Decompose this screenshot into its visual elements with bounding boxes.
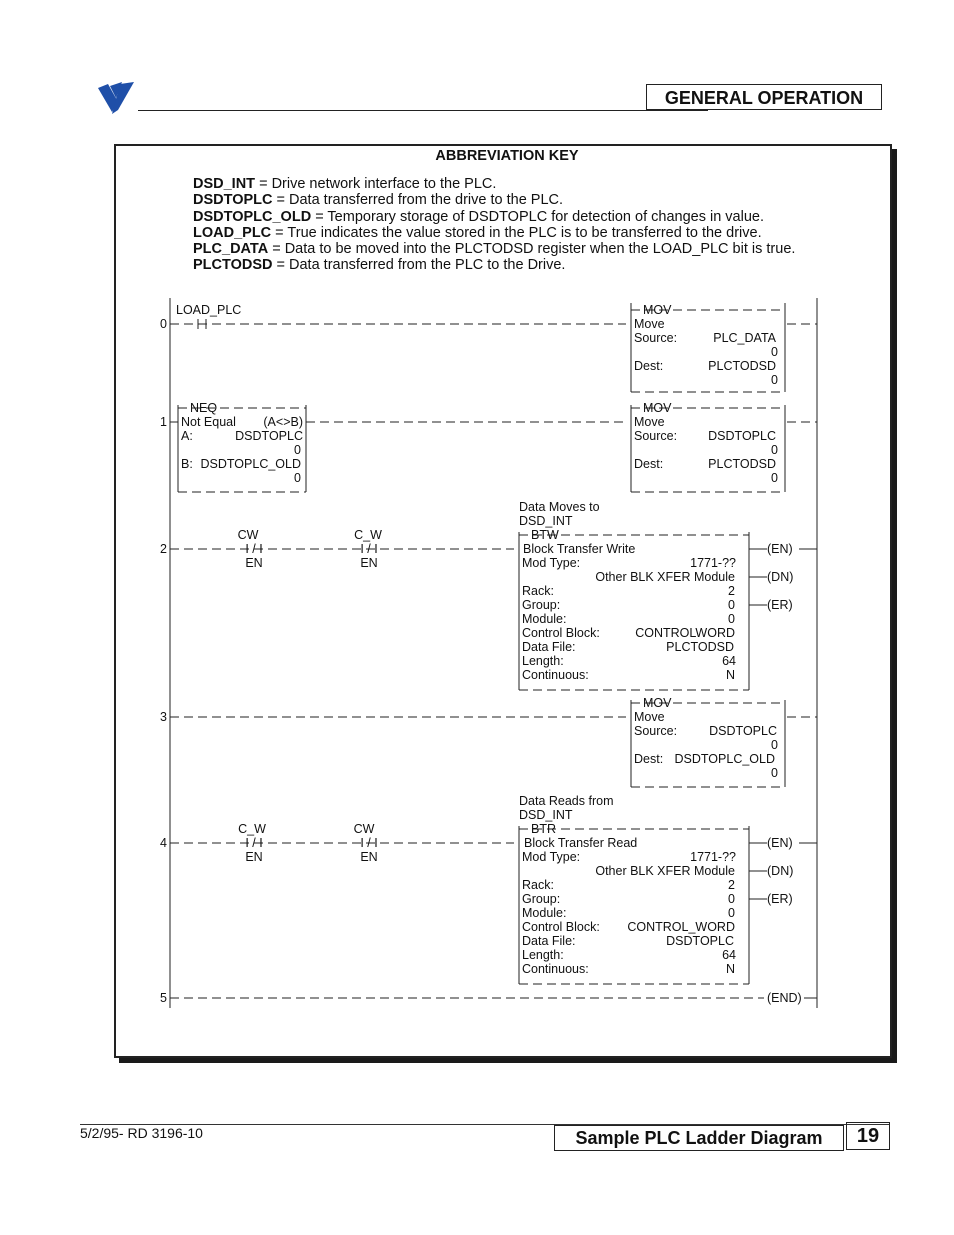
section-title: GENERAL OPERATION [646, 84, 882, 110]
rung-note: Data Reads from [519, 794, 614, 808]
mov-source-value: 0 [771, 738, 778, 752]
mov-dest-label: Dest: [634, 752, 664, 766]
block-field-label: Length: [522, 948, 564, 962]
mov-source-label: Source: [634, 429, 678, 443]
key-entry: LOAD_PLC = True indicates the value stored in the PLC is to be transferred to the drive. [193, 224, 762, 241]
contact-symbol: I / I [360, 542, 378, 556]
block-field-value: N [725, 668, 735, 682]
mov-dest-value: 0 [771, 373, 778, 387]
block-desc: Block Transfer Read [524, 836, 638, 850]
footer-date: 5/2/95- RD 3196-10 [80, 1125, 203, 1141]
rung-number: 0 [160, 317, 167, 331]
mov-title: MOV [643, 401, 672, 415]
contact-label: CW [353, 822, 375, 836]
rung-number: 2 [160, 542, 167, 556]
mov-source-value: 0 [771, 345, 778, 359]
rung-number: 5 [160, 991, 167, 1005]
block-field-value: 1771-?? [690, 556, 736, 570]
block-field-value: CONTROL_WORD [627, 920, 735, 934]
block-field-label: Module: [522, 906, 567, 920]
contact-label: CW [237, 528, 259, 542]
abbreviation-key-title: ABBREVIATION KEY [435, 148, 579, 164]
block-field-label: Mod Type: [522, 556, 581, 570]
block-field-value: 0 [728, 598, 735, 612]
rung-note: Data Moves to [519, 500, 600, 514]
mov-dest: PLCTODSD [708, 359, 776, 373]
contact-symbol: I / I [360, 836, 378, 850]
block-field-label: Group: [522, 892, 561, 906]
contact-label: C_W [238, 822, 266, 836]
block-field-value: CONTROLWORD [635, 626, 735, 640]
block-field-label: Data File: [522, 640, 576, 654]
block-title: BTR [531, 822, 556, 836]
block-field-value: Other BLK XFER Module [595, 570, 735, 584]
rung-number: 3 [160, 710, 167, 724]
block-field-value: 1771-?? [690, 850, 736, 864]
block-field-value: 64 [722, 654, 736, 668]
contact-label: EN [245, 556, 263, 570]
output-coil: (DN) [767, 864, 794, 878]
block-field-value: 64 [722, 948, 736, 962]
mov-source-label: Source: [634, 331, 678, 345]
end-instruction: (END) [767, 991, 802, 1005]
mov-dest: PLCTODSD [708, 457, 776, 471]
key-entry: DSDTOPLC_OLD = Temporary storage of DSDTOPLC for detection of changes in value. [193, 208, 764, 225]
mov-source: PLC_DATA [713, 331, 776, 345]
block-field-value: 0 [728, 892, 735, 906]
mov-source: DSDTOPLC [708, 429, 776, 443]
block-field-label: Module: [522, 612, 567, 626]
mov-dest-label: Dest: [634, 457, 664, 471]
rung-number: 1 [160, 415, 167, 429]
block-field-value: 0 [728, 906, 735, 920]
neq-b-label: B: [181, 457, 193, 471]
mov-dest-value: 0 [771, 766, 778, 780]
block-field-value: N [725, 962, 735, 976]
neq-b-value: 0 [294, 471, 301, 485]
key-entry: PLC_DATA = Data to be moved into the PLCTODSD register when the LOAD_PLC bit is true. [193, 241, 796, 258]
neq-desc: Not Equal [181, 415, 236, 429]
mov-title: MOV [643, 696, 672, 710]
rung-note: DSD_INT [519, 514, 573, 528]
neq-condition: (A<>B) [263, 415, 303, 429]
block-field-value: PLCTODSD [666, 640, 734, 654]
rung-number: 4 [160, 836, 167, 850]
block-field-label: Rack: [522, 584, 554, 598]
block-field-value: 2 [728, 584, 735, 598]
block-field-label: Mod Type: [522, 850, 581, 864]
block-field-label: Control Block: [522, 626, 600, 640]
contact-label: LOAD_PLC [176, 303, 242, 317]
output-coil: (ER) [767, 598, 793, 612]
block-field-label: Length: [522, 654, 564, 668]
footer-title: Sample PLC Ladder Diagram [554, 1125, 844, 1151]
key-entry: DSD_INT = Drive network interface to the PLC. [193, 176, 497, 192]
block-field-label: Data File: [522, 934, 576, 948]
mov-title: MOV [643, 303, 672, 317]
block-field-label: Rack: [522, 878, 554, 892]
mov-source: DSDTOPLC [709, 724, 777, 738]
neq-a-label: A: [181, 429, 193, 443]
mov-desc: Move [634, 710, 665, 724]
block-field-value: 2 [728, 878, 735, 892]
contact-symbol: I / I [245, 542, 263, 556]
block-field-label: Control Block: [522, 920, 600, 934]
block-field-value: DSDTOPLC [666, 934, 734, 948]
contact-symbol: I / I [245, 836, 263, 850]
block-field-value: 0 [728, 612, 735, 626]
contact-label: EN [360, 556, 378, 570]
mov-desc: Move [634, 317, 665, 331]
output-coil: (EN) [767, 542, 793, 556]
output-coil: (EN) [767, 836, 793, 850]
mov-dest-value: 0 [771, 471, 778, 485]
contact-label: EN [245, 850, 263, 864]
contact-label: EN [360, 850, 378, 864]
block-field-label: Continuous: [522, 668, 589, 682]
output-coil: (DN) [767, 570, 794, 584]
contact-label: C_W [354, 528, 382, 542]
page-number: 19 [846, 1122, 890, 1150]
block-title: BTW [531, 528, 559, 542]
rung-note: DSD_INT [519, 808, 573, 822]
block-field-label: Group: [522, 598, 561, 612]
neq-a-value: 0 [294, 443, 301, 457]
mov-source-label: Source: [634, 724, 678, 738]
block-desc: Block Transfer Write [523, 542, 636, 556]
block-field-value: Other BLK XFER Module [595, 864, 735, 878]
neq-a: DSDTOPLC [235, 429, 303, 443]
output-coil: (ER) [767, 892, 793, 906]
neq-b: DSDTOPLC_OLD [200, 457, 301, 471]
mov-dest: DSDTOPLC_OLD [674, 752, 775, 766]
mov-dest-label: Dest: [634, 359, 664, 373]
key-entry: DSDTOPLC = Data transferred from the drive to the PLC. [193, 192, 564, 209]
neq-title: NEQ [190, 401, 218, 415]
block-field-label: Continuous: [522, 962, 589, 976]
mov-desc: Move [634, 415, 665, 429]
mov-source-value: 0 [771, 443, 778, 457]
key-entry: PLCTODSD = Data transferred from the PLC to the Drive. [193, 257, 566, 274]
